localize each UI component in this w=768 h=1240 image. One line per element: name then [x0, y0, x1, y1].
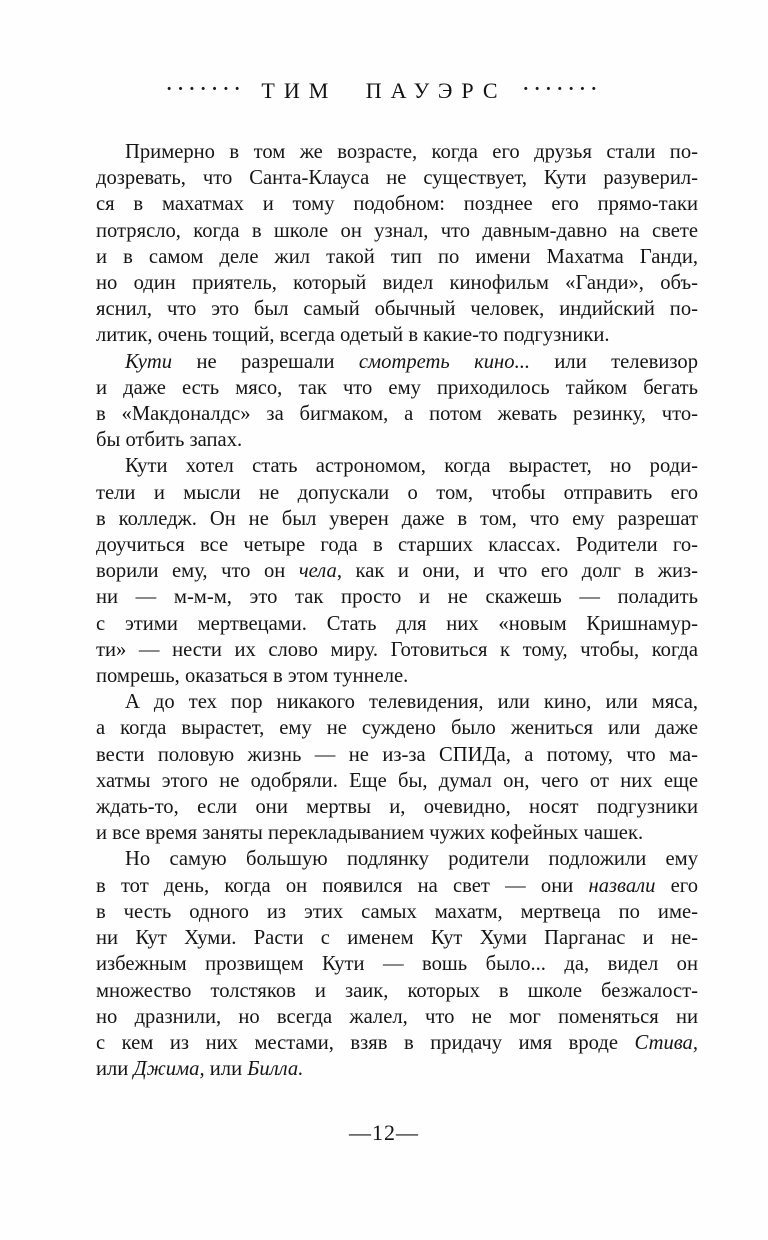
text-line: ни — м-м-м, это так просто и не скажешь — поладить [96, 586, 698, 609]
text-line: но один приятель, который видел кинофильм «Ганди», объ- [96, 272, 698, 295]
text-line: в тот день, когда он появился на свет — они назвали его [96, 874, 698, 897]
text-line: А до тех пор никакого телевидения, или кино, или мяса, [125, 691, 698, 714]
text-line: дозревать, что Санта-Клауса не существует, Кути разуверил- [96, 167, 698, 190]
text-line: и в самом деле жил такой тип по имени Махатма Ганди, [96, 245, 698, 268]
text-line: литик, очень тощий, всегда одетый в какие-то подгузники. [96, 324, 610, 347]
text-line: потрясло, когда в школе он узнал, что давным-давно на свете [96, 219, 698, 242]
page-number: —12— [349, 1120, 419, 1145]
author-name: ТИМ ПАУЭРС [261, 78, 507, 103]
text-line: и даже есть мясо, так что ему приходилось тайком бегать [96, 376, 698, 399]
header-dots-left: ······· [166, 78, 246, 100]
text-line: ворили ему, что он чела, как и они, и что его долг в жиз- [96, 560, 698, 583]
text-line: тели и мысли не допускали о том, чтобы отправить его [96, 481, 698, 504]
text-line: ждать-то, если они мертвы и, очевидно, носят подгузники [96, 796, 698, 819]
text-line: а когда вырастет, ему не суждено было жениться или даже [96, 717, 698, 740]
text-line: ти» — нести их слово миру. Готовиться к тому, чтобы, когда [96, 638, 698, 661]
text-line: вести половую жизнь — не из-за СПИДа, а потому, что ма- [96, 743, 698, 766]
text-line: но дразнили, но всегда жалел, что не мог поменяться ни [96, 1005, 698, 1028]
text-line: ни Кут Хуми. Расти с именем Кут Хуми Парганас и не- [96, 927, 698, 950]
text-line: или Джима, или Билла. [96, 1058, 304, 1081]
text-line: в колледж. Он не был уверен даже в том, что ему разрешат [96, 507, 698, 530]
page-text [96, 139, 698, 1082]
text-line: и все время заняты перекладыванием чужих кофейных чашек. [96, 822, 644, 845]
text-line: множество толстяков и заик, которых в школе безжалост- [96, 979, 698, 1002]
text-line: яснил, что это был самый обычный человек, индийский по- [96, 298, 698, 321]
text-line: Примерно в том же возрасте, когда его друзья стали по- [125, 141, 698, 163]
text-line: помрешь, оказаться в этом туннеле. [96, 665, 409, 688]
text-line: Кути хотел стать астрономом, когда вырастет, но роди- [125, 455, 698, 478]
text-line: с этими мертвецами. Стать для них «новым Кришнамур- [96, 612, 698, 635]
text-line: в честь одного из этих самых махатм, мертвеца по име- [96, 900, 698, 923]
text-line: Но самую большую подлянку родители подложили ему [125, 848, 698, 871]
text-line: хатмы этого не одобряли. Еще бы, думал он, чего от них еще [96, 769, 698, 792]
text-line: бы отбить запах. [96, 429, 243, 452]
text-line: ся в махатмах и тому подобном: позднее его прямо-таки [96, 193, 698, 216]
text-line: с кем из них местами, взяв в придачу имя вроде Стива, [96, 1031, 698, 1054]
text-line: доучиться все четыре года в старших классах. Родители го- [96, 534, 698, 557]
text-line: в «Макдоналдс» за бигмаком, а потом жевать резинку, что- [96, 403, 698, 426]
text-line: Кути не разрешали смотреть кино... или телевизор [125, 350, 699, 373]
text-line: избежным прозвищем Кути — вошь было... да, видел он [96, 953, 698, 976]
running-header [0, 80, 768, 102]
header-dots-right: ······· [522, 78, 602, 100]
